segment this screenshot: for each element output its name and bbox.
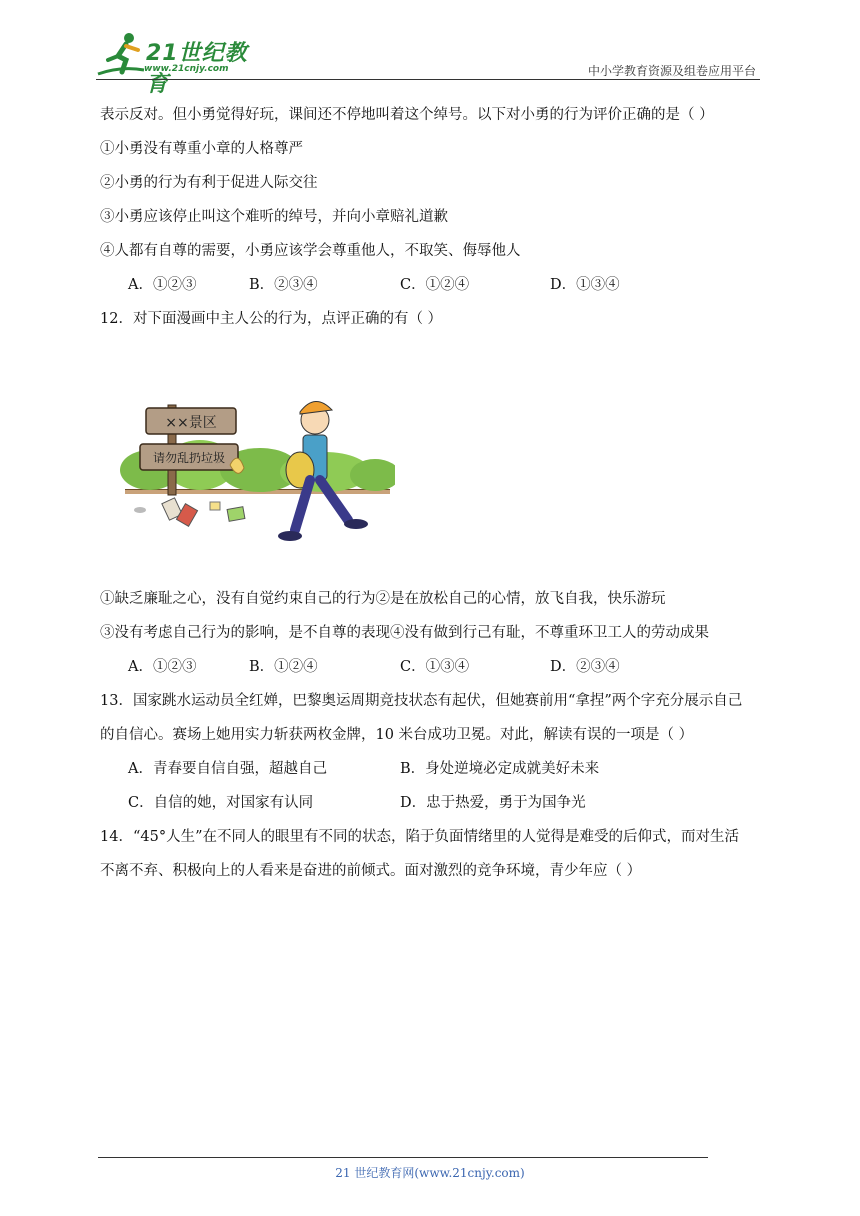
q12-option-c[interactable]: C．①③④ <box>400 659 470 675</box>
logo-text: 21世纪教育 <box>146 41 248 97</box>
q13-stem-line-1: 13．国家跳水运动员全红婵，巴黎奥运周期竞技状态有起伏，但她赛前用“拿捏”两个字充分展示自己 <box>100 693 743 709</box>
q12-option-d[interactable]: D．②③④ <box>550 659 620 675</box>
q13-option-c[interactable]: C．自信的她，对国家有认同 <box>128 795 314 811</box>
q12-items-line-2: ③没有考虑自己行为的影响，是不自尊的表现④没有做到行己有耻，不尊重环卫工人的劳动成果 <box>100 625 709 641</box>
site-logo <box>96 30 266 97</box>
comic-sign-top-text: ××景区 <box>165 415 217 431</box>
q14-stem-line-1: 14．“45°人生”在不同人的眼里有不同的状态，陷于负面情绪里的人觉得是难受的后仰式，而对生活 <box>100 829 739 845</box>
header-platform-text: 中小学教育资源及组卷应用平台 <box>587 64 756 78</box>
q11-option-a[interactable]: A．①②③ <box>128 277 197 293</box>
q11-item-4: ④人都有自尊的需要，小勇应该学会尊重他人，不取笑、侮辱他人 <box>100 243 521 259</box>
q12-option-b[interactable]: B．①②④ <box>249 659 318 675</box>
page-header <box>96 30 760 97</box>
comic-sign-bottom-text: 请勿乱扔垃圾 <box>152 451 226 465</box>
logo-url: www.21cnjy.com <box>144 64 229 74</box>
q13-option-a[interactable]: A．青春要自信自强，超越自己 <box>128 761 327 777</box>
q11-item-3: ③小勇应该停止叫这个难听的绰号，并向小章赔礼道歉 <box>100 209 448 225</box>
q11-option-b[interactable]: B．②③④ <box>249 277 318 293</box>
q13-option-b[interactable]: B．身处逆境必定成就美好未来 <box>400 761 600 777</box>
q11-option-d[interactable]: D．①③④ <box>550 277 620 293</box>
q11-stem: 表示反对。但小勇觉得好玩，课间还不停地叫着这个绰号。以下对小勇的行为评价正确的是（ ） <box>100 107 714 123</box>
q11-item-2: ②小勇的行为有利于促进人际交往 <box>100 175 318 191</box>
runner-icon <box>96 30 146 78</box>
q14-stem-line-2: 不离不弃、积极向上的人看来是奋进的前倾式。面对激烈的竞争环境，青少年应（ ） <box>100 863 642 879</box>
footer-divider <box>98 1157 708 1158</box>
q11-option-c[interactable]: C．①②④ <box>400 277 470 293</box>
q12-stem: 12．对下面漫画中主人公的行为，点评正确的有（ ） <box>100 311 443 327</box>
footer-text[interactable]: 21 世纪教育网(www.21cnjy.com) <box>335 1166 525 1180</box>
q13-option-d[interactable]: D．忠于热爱，勇于为国争光 <box>400 795 586 811</box>
q13-stem-line-2: 的自信心。赛场上她用实力斩获两枚金牌，10 米台成功卫冕。对此，解读有误的一项是（ ） <box>100 727 694 743</box>
header-divider <box>96 79 760 80</box>
comic-illustration <box>120 390 395 550</box>
q11-item-1: ①小勇没有尊重小章的人格尊严 <box>100 141 303 157</box>
q12-items-line-1: ①缺乏廉耻之心，没有自觉约束自己的行为②是在放松自己的心情，放飞自我，快乐游玩 <box>100 591 666 607</box>
q12-option-a[interactable]: A．①②③ <box>128 659 197 675</box>
